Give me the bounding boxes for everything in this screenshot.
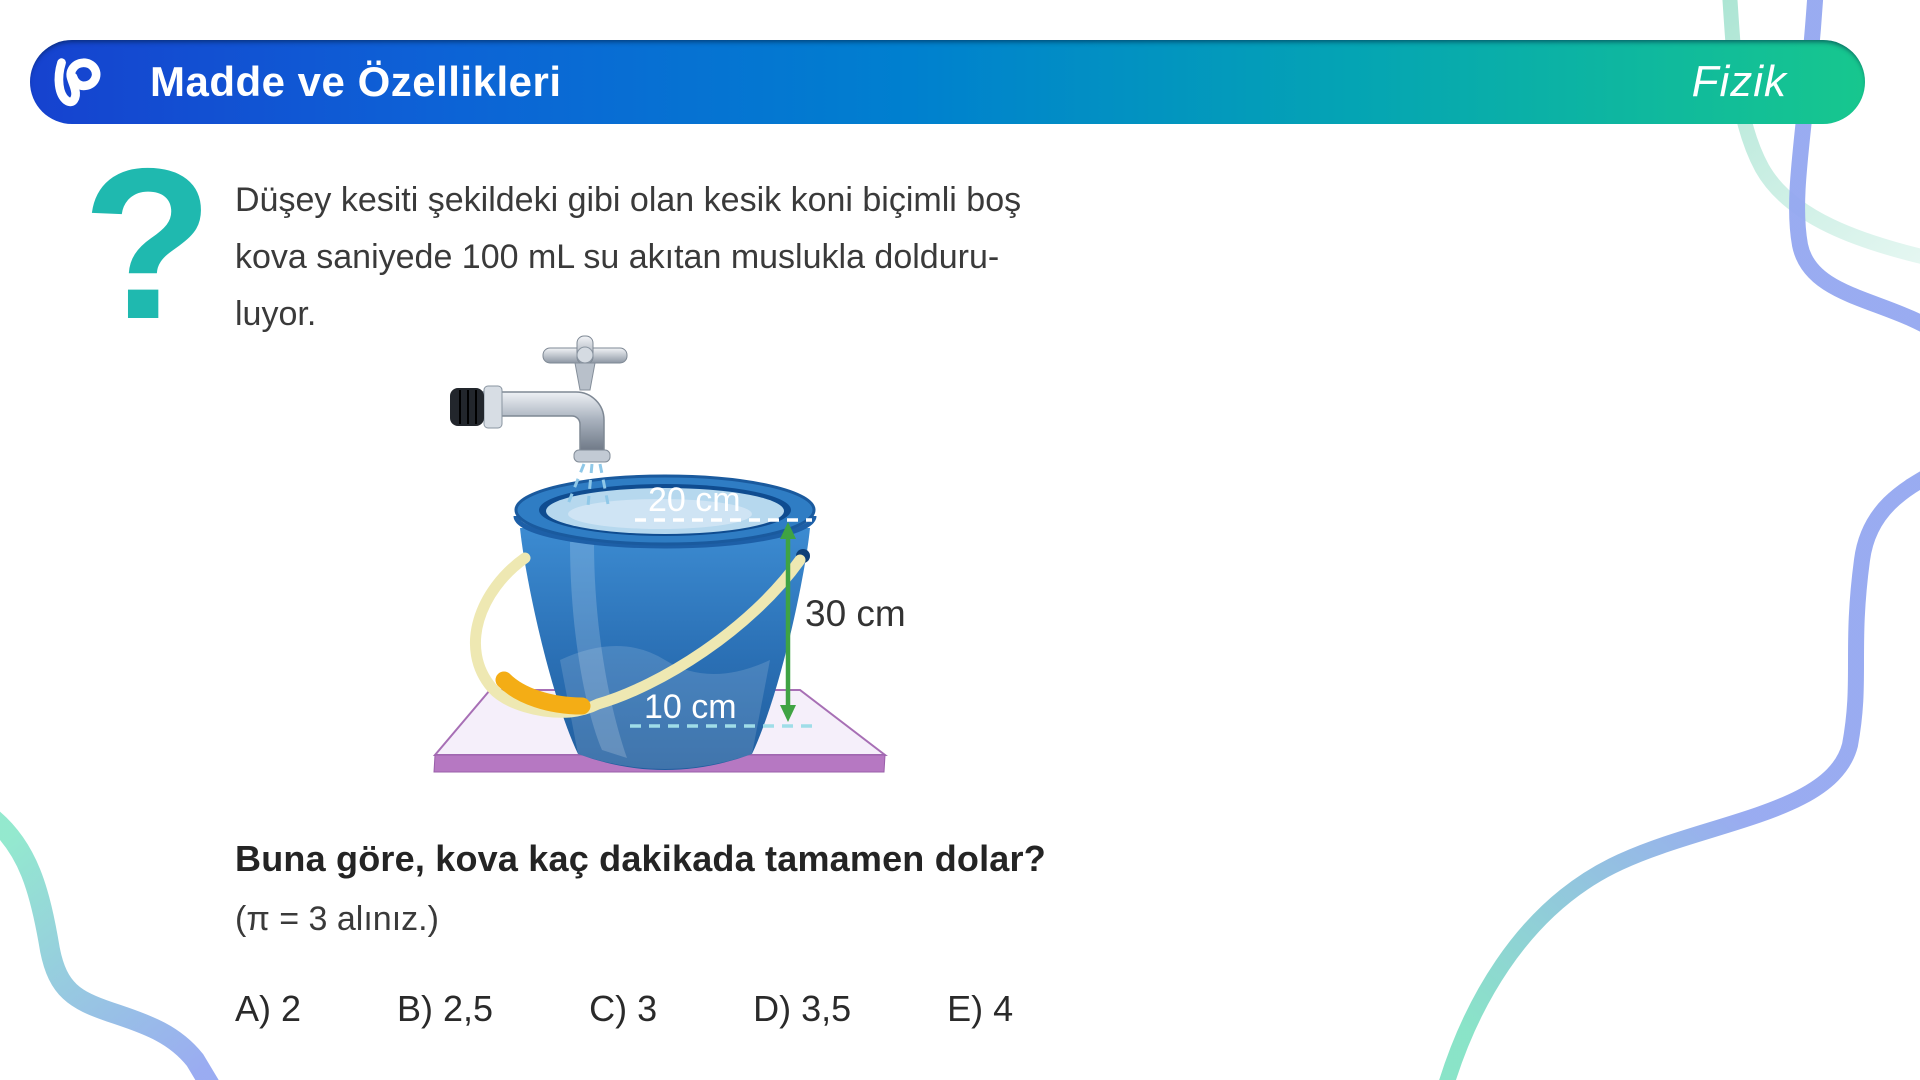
faucet-icon: [450, 336, 627, 462]
answer-option-a: A) 2: [235, 988, 302, 1029]
dimension-label-height: 30 cm: [805, 593, 906, 634]
page-title: Madde ve Özellikleri: [150, 58, 562, 105]
dimension-label-top: 20 cm: [648, 481, 741, 519]
subject-label: Fizik: [1691, 57, 1787, 106]
figure-bucket-diagram: [420, 330, 940, 792]
question-text: [235, 172, 1195, 343]
question-line: kova saniyede 100 mL su akıtan muslukla dolduru-: [235, 238, 1000, 276]
dimension-label-bottom: 10 cm: [644, 688, 737, 726]
question-mark-icon: ?: [82, 123, 214, 364]
answer-option-b: B) 2,5: [397, 988, 494, 1029]
question-line: luyor.: [235, 295, 317, 333]
answer-option-e: E) 4: [947, 988, 1014, 1029]
answer-option-d: D) 3,5: [753, 988, 852, 1029]
question-prompt: Buna göre, kova kaç dakikada tamamen dolar?: [235, 838, 1046, 879]
question-line: Düşey kesiti şekildeki gibi olan kesik koni biçimli boş: [235, 181, 1022, 219]
answer-options: [235, 988, 1013, 1030]
answer-option-c: C) 3: [589, 988, 658, 1029]
question-note: (π = 3 alınız.): [235, 900, 439, 938]
